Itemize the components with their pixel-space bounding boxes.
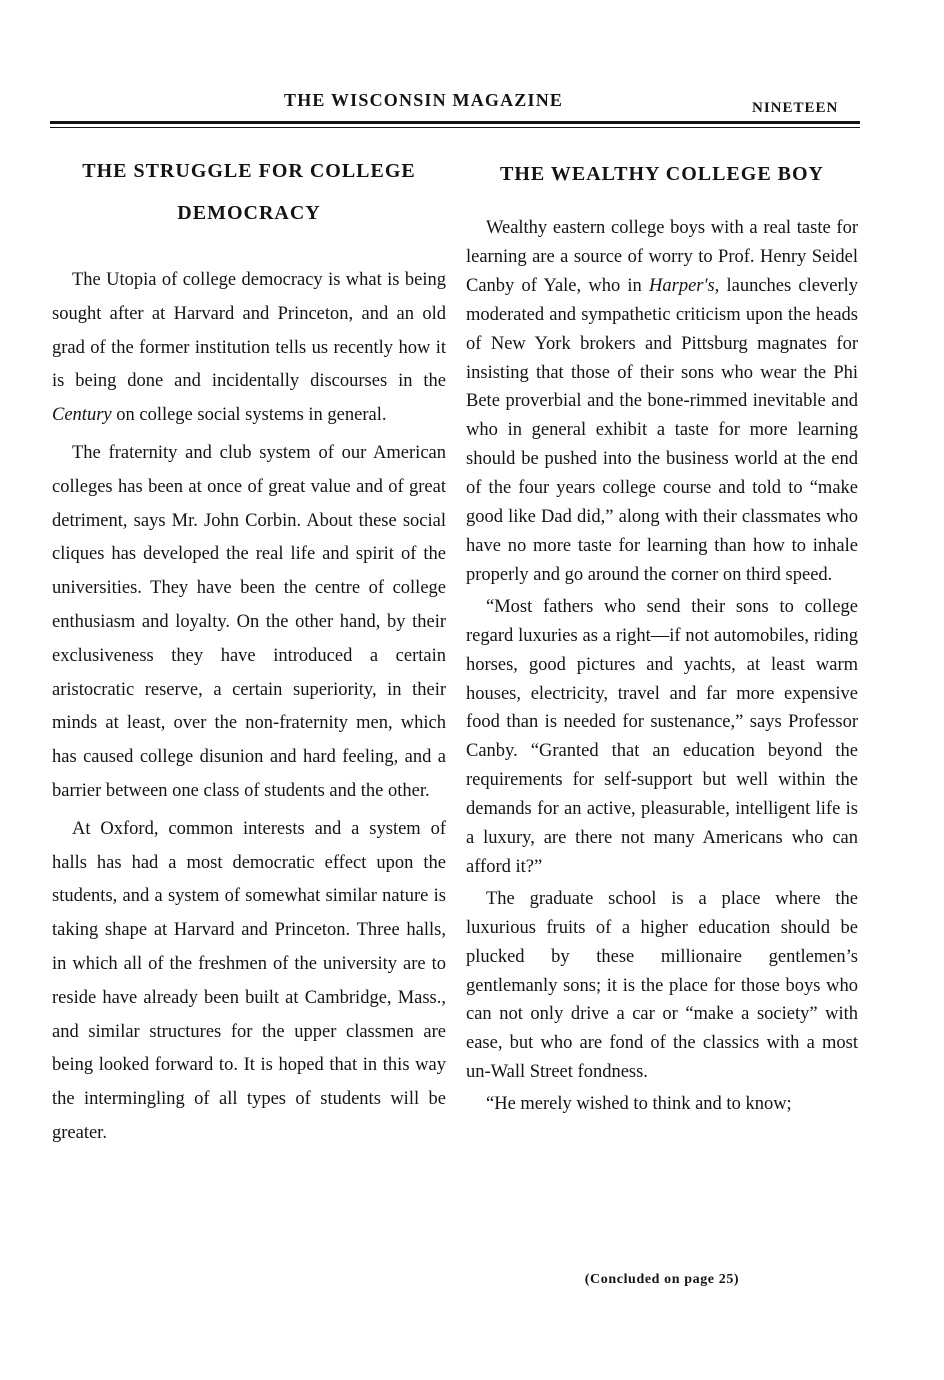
left-p1-italic: Century: [52, 405, 112, 426]
right-p1-text-b: launches cleverly moderated and sympathetic criticism upon the heads of New York brokers and Pittsburg magnates for insisting that those of their sons who wear the Phi Bete proverbial and the bone-rimmed inevitable and who in general exhibit a taste for more learning should be pushed into the business world at the end of the four years college course and told to “make good like Dad did,” along with their classmates who have no more taste for learning than how to inhale properly and go around the corner on third speed.: [466, 275, 858, 585]
left-paragraph-1: [52, 264, 446, 433]
left-paragraph-3: At Oxford, common interests and a system of halls has had a most democratic effect upon the students, and a system of somewhat similar nature is taking shape at Harvard and Princeton. Three halls, in which all of the freshmen of the university are to reside have already been built at Cambridge, Mass., and similar structures for the upper classmen are being looked forward to. It is hoped that in this way the intermingling of all types of students will be greater.: [52, 818, 446, 1143]
right-article: [466, 156, 858, 1122]
right-paragraph-1: [466, 214, 858, 590]
left-article-title: [52, 150, 446, 234]
right-paragraph-4: “He merely wished to think and to know;: [486, 1094, 792, 1115]
header-rule-thick: [50, 121, 860, 124]
right-paragraph-3: The graduate school is a place where the luxurious fruits of a higher education should be plucked by these millionaire gentlemen’s gentlemanly sons; it is the place for those boys who can not only drive a car or “make a society” with ease, but who are fond of the classics with a most un-Wall Street fondness.: [466, 888, 858, 1083]
left-p1-text-b: on college social systems in general.: [111, 405, 387, 426]
continuation-note: (Concluded on page 25): [584, 1272, 740, 1287]
left-article: [52, 150, 446, 1155]
page-number: NINETEEN: [752, 100, 839, 116]
right-paragraph-2: “Most fathers who send their sons to college regard luxuries as a right—if not automobiles, riding horses, good pictures and yachts, at least warm houses, electricity, travel and far more expensive food than is needed for sustenance,” says Professor Canby. “Granted that an education beyond the requirements for self-support but well within the demands for an active, pleasurable, intelligent life is a luxury, are there not many Americans who can afford it?”: [466, 596, 858, 877]
left-article-title-line1: THE STRUGGLE FOR COLLEGE: [82, 160, 416, 182]
left-p1-text-a: The Utopia of college democracy is what is being sought after at Harvard and Princeton, and an old grad of the former institution tells us recently how it is being done and incidentally discourses in the: [52, 270, 446, 392]
right-article-title: THE WEALTHY COLLEGE BOY: [499, 163, 824, 185]
right-p1-text-a: Wealthy eastern college boys with a real taste for learning are a source of worry to Prof. Henry Seidel Canby of Yale, who in: [466, 218, 858, 296]
header-rule-thin: [50, 127, 860, 128]
right-p1-italic: Harper's,: [649, 275, 720, 296]
left-article-title-line2: DEMOCRACY: [177, 202, 321, 224]
left-paragraph-2: The fraternity and club system of our American colleges has been at once of great value and of great detriment, says Mr. John Corbin. About these social cliques has developed the real life and spirit of the universities. They have been the centre of college enthusiasm and loyalty. On the other hand, by their exclusiveness they have introduced a certain aristocratic reserve, a certain superiority, in their minds at least, over the non-fraternity men, which has caused college disunion and hard feeling, and a barrier between one class of students and the other.: [52, 442, 446, 801]
magazine-title: THE WISCONSIN MAGAZINE: [284, 90, 564, 110]
